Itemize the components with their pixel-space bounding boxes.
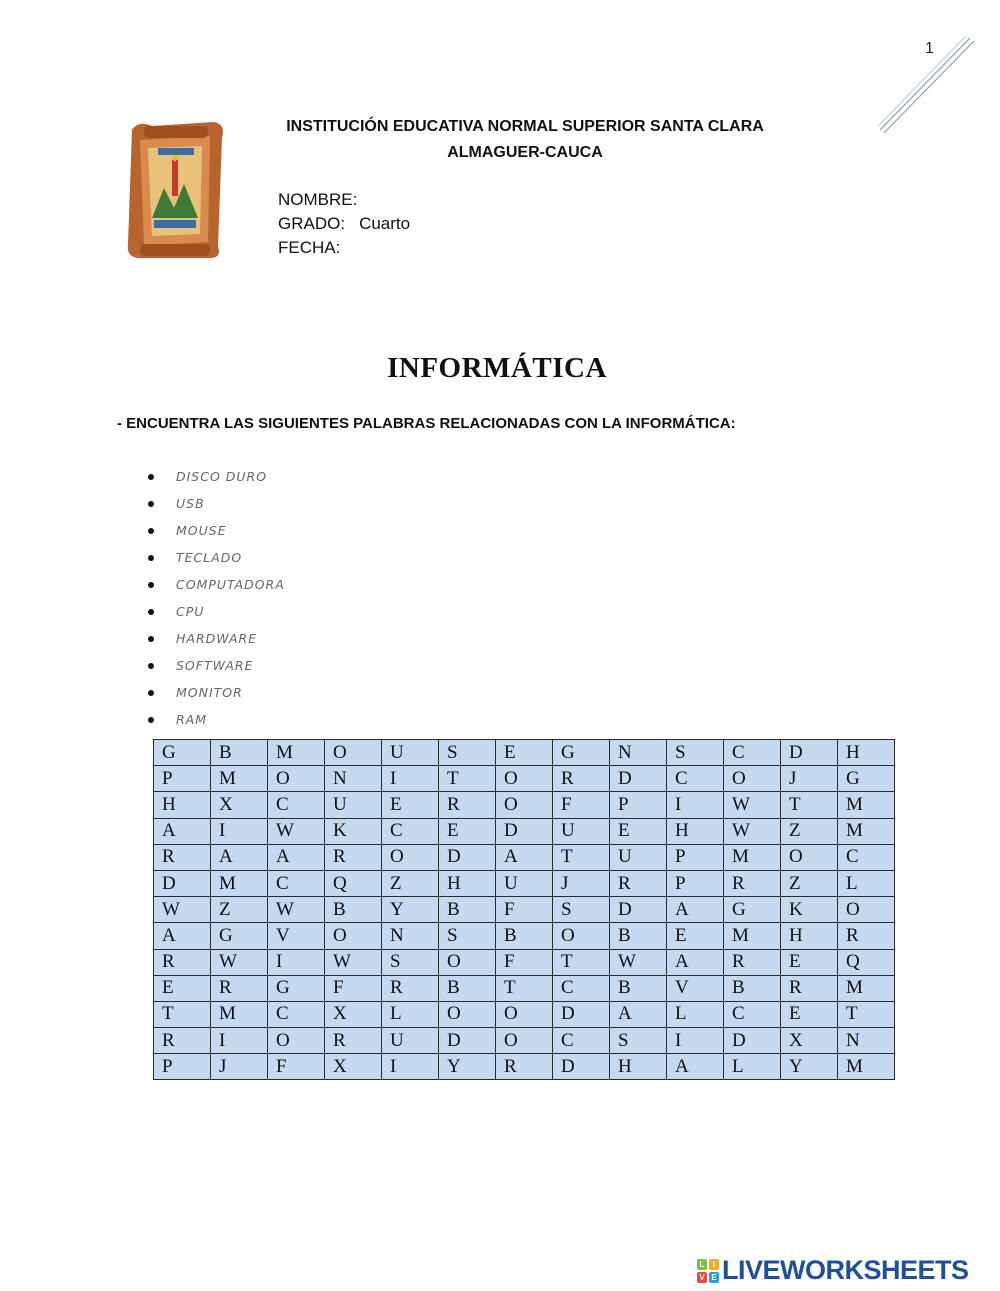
grid-cell[interactable]: X — [211, 792, 268, 818]
grid-cell[interactable]: I — [211, 818, 268, 844]
grid-cell[interactable]: Y — [382, 897, 439, 923]
word-list-text: COMPUTADORA — [176, 576, 285, 592]
bullet-icon — [148, 690, 154, 696]
grid-cell[interactable]: M — [211, 766, 268, 792]
grid-cell[interactable]: H — [667, 818, 724, 844]
grid-cell[interactable]: P — [667, 870, 724, 896]
grid-cell[interactable]: I — [667, 792, 724, 818]
grid-cell[interactable]: O — [325, 740, 382, 766]
bullet-icon — [148, 717, 154, 723]
grid-cell[interactable]: O — [325, 923, 382, 949]
grid-cell[interactable]: I — [268, 949, 325, 975]
liveworksheets-text: LIVEWORKSHEETS — [722, 1255, 969, 1285]
grid-cell[interactable]: Y — [781, 1054, 838, 1080]
grid-cell[interactable]: O — [496, 1028, 553, 1054]
grid-cell[interactable]: V — [667, 975, 724, 1001]
grid-cell[interactable]: D — [724, 1028, 781, 1054]
grid-cell[interactable]: H — [439, 870, 496, 896]
bullet-icon — [148, 609, 154, 615]
institution-name: INSTITUCIÓN EDUCATIVA NORMAL SUPERIOR SANTA CLARA — [286, 118, 764, 135]
word-list-item — [148, 544, 285, 571]
grid-cell[interactable]: B — [211, 740, 268, 766]
grid-row — [154, 766, 895, 792]
grid-cell[interactable]: B — [439, 975, 496, 1001]
grid-cell[interactable]: Y — [439, 1054, 496, 1080]
grid-cell[interactable]: A — [268, 844, 325, 870]
grid-cell[interactable]: X — [325, 1054, 382, 1080]
grid-cell[interactable]: M — [724, 844, 781, 870]
nombre-field — [278, 190, 371, 210]
grid-cell[interactable]: H — [154, 792, 211, 818]
grid-cell[interactable]: F — [496, 897, 553, 923]
grid-cell[interactable]: N — [325, 766, 382, 792]
word-list-item — [148, 490, 285, 517]
grid-cell[interactable]: N — [382, 923, 439, 949]
grid-cell[interactable]: S — [667, 740, 724, 766]
grid-cell[interactable]: T — [439, 766, 496, 792]
grid-cell[interactable]: R — [781, 975, 838, 1001]
grid-cell[interactable]: O — [496, 1001, 553, 1027]
school-crest-logo — [118, 118, 230, 262]
grid-cell[interactable]: D — [553, 1001, 610, 1027]
grid-cell[interactable]: Z — [211, 897, 268, 923]
grid-cell[interactable]: C — [553, 975, 610, 1001]
word-list-item — [148, 571, 285, 598]
grid-cell[interactable]: G — [838, 766, 895, 792]
grid-row — [154, 949, 895, 975]
grid-row — [154, 897, 895, 923]
grid-cell[interactable]: P — [154, 1054, 211, 1080]
grid-cell[interactable]: M — [724, 923, 781, 949]
grid-cell[interactable]: G — [553, 740, 610, 766]
grid-cell[interactable]: L — [382, 1001, 439, 1027]
grid-cell[interactable]: V — [268, 923, 325, 949]
grid-cell[interactable]: A — [154, 923, 211, 949]
grid-cell[interactable]: W — [211, 949, 268, 975]
grid-cell[interactable]: W — [268, 897, 325, 923]
grid-cell[interactable]: C — [382, 818, 439, 844]
grid-cell[interactable]: E — [610, 818, 667, 844]
corner-decoration — [878, 34, 978, 136]
grid-cell[interactable]: U — [553, 818, 610, 844]
word-list — [148, 463, 285, 733]
grid-cell[interactable]: U — [382, 1028, 439, 1054]
grid-cell[interactable]: Z — [781, 818, 838, 844]
grid-cell[interactable]: D — [439, 844, 496, 870]
grid-cell[interactable]: X — [781, 1028, 838, 1054]
grid-cell[interactable]: H — [610, 1054, 667, 1080]
grid-row — [154, 1054, 895, 1080]
grid-cell[interactable]: N — [838, 1028, 895, 1054]
grid-cell[interactable]: E — [154, 975, 211, 1001]
grid-cell[interactable]: T — [154, 1001, 211, 1027]
grid-cell[interactable]: R — [553, 766, 610, 792]
grid-cell[interactable]: O — [781, 844, 838, 870]
word-list-item — [148, 625, 285, 652]
grid-cell[interactable]: C — [724, 1001, 781, 1027]
page-number: 1 — [925, 40, 934, 57]
liveworksheets-block: L — [697, 1259, 707, 1270]
grid-row — [154, 1001, 895, 1027]
liveworksheets-block: V — [697, 1272, 707, 1283]
grid-cell[interactable]: J — [781, 766, 838, 792]
grid-cell[interactable]: M — [838, 1054, 895, 1080]
nombre-label: NOMBRE: — [278, 190, 358, 209]
grid-row — [154, 1028, 895, 1054]
grid-cell[interactable]: A — [667, 949, 724, 975]
grid-cell[interactable]: D — [781, 740, 838, 766]
word-list-item — [148, 517, 285, 544]
grid-cell[interactable]: I — [382, 766, 439, 792]
word-list-text: DISCO DURO — [176, 468, 268, 484]
grid-cell[interactable]: L — [838, 870, 895, 896]
grid-cell[interactable]: T — [496, 975, 553, 1001]
grid-cell[interactable]: M — [211, 1001, 268, 1027]
grid-cell[interactable]: G — [211, 923, 268, 949]
grid-cell[interactable]: D — [553, 1054, 610, 1080]
grid-cell[interactable]: P — [154, 766, 211, 792]
grid-cell[interactable]: O — [439, 1001, 496, 1027]
grid-cell[interactable]: B — [325, 897, 382, 923]
bullet-icon — [148, 663, 154, 669]
grid-cell[interactable]: M — [838, 818, 895, 844]
grid-row — [154, 870, 895, 896]
grid-cell[interactable]: U — [382, 740, 439, 766]
grid-cell[interactable]: S — [439, 740, 496, 766]
word-list-text: TECLADO — [176, 549, 243, 565]
grid-cell[interactable]: S — [610, 1028, 667, 1054]
grid-cell[interactable]: R — [211, 975, 268, 1001]
grid-cell[interactable]: S — [553, 897, 610, 923]
grid-cell[interactable]: A — [496, 844, 553, 870]
grid-cell[interactable]: S — [382, 949, 439, 975]
grid-cell[interactable]: G — [724, 897, 781, 923]
grid-cell[interactable]: D — [610, 897, 667, 923]
grid-cell[interactable]: E — [496, 740, 553, 766]
liveworksheets-block: I — [709, 1259, 719, 1270]
grid-cell[interactable]: O — [553, 923, 610, 949]
liveworksheets-blocks-icon — [697, 1259, 719, 1283]
word-list-text: MOUSE — [176, 522, 227, 538]
fecha-field — [278, 238, 354, 258]
grid-cell[interactable]: R — [724, 870, 781, 896]
grid-cell[interactable]: P — [610, 792, 667, 818]
grid-cell[interactable]: C — [724, 740, 781, 766]
grid-cell[interactable]: Q — [325, 870, 382, 896]
grid-cell[interactable]: O — [496, 766, 553, 792]
grid-cell[interactable]: C — [268, 792, 325, 818]
word-list-item — [148, 598, 285, 625]
grid-row — [154, 923, 895, 949]
grid-cell[interactable]: B — [610, 975, 667, 1001]
grid-cell[interactable]: I — [211, 1028, 268, 1054]
grid-cell[interactable]: R — [496, 1054, 553, 1080]
grid-cell[interactable]: K — [781, 897, 838, 923]
grid-cell[interactable]: O — [838, 897, 895, 923]
grado-value: Cuarto — [359, 214, 411, 233]
word-list-text: MONITOR — [176, 684, 243, 700]
liveworksheets-block: E — [709, 1272, 719, 1283]
grid-row — [154, 740, 895, 766]
grid-cell[interactable]: T — [553, 844, 610, 870]
institution-city: ALMAGUER-CAUCA — [447, 144, 603, 161]
grid-cell[interactable]: R — [154, 949, 211, 975]
grid-cell[interactable]: E — [667, 923, 724, 949]
grid-cell[interactable]: W — [325, 949, 382, 975]
bullet-icon — [148, 474, 154, 480]
grado-field — [278, 214, 410, 234]
word-list-text: SOFTWARE — [176, 657, 254, 673]
grid-cell[interactable]: C — [838, 844, 895, 870]
grid-cell[interactable]: E — [382, 792, 439, 818]
grid-cell[interactable]: K — [325, 818, 382, 844]
grid-cell[interactable]: W — [268, 818, 325, 844]
grid-cell[interactable]: R — [838, 923, 895, 949]
grid-cell[interactable]: U — [496, 870, 553, 896]
word-list-text: HARDWARE — [176, 630, 258, 646]
word-list-item — [148, 679, 285, 706]
grid-cell[interactable]: T — [838, 1001, 895, 1027]
grid-cell[interactable]: O — [268, 766, 325, 792]
grid-cell[interactable]: C — [268, 1001, 325, 1027]
grid-cell[interactable]: A — [610, 1001, 667, 1027]
grid-cell[interactable]: U — [325, 792, 382, 818]
grid-cell[interactable]: X — [325, 1001, 382, 1027]
grid-cell[interactable]: J — [553, 870, 610, 896]
grado-label: GRADO: — [278, 214, 346, 233]
grid-cell[interactable]: D — [154, 870, 211, 896]
grid-cell[interactable]: A — [667, 897, 724, 923]
liveworksheets-logo — [697, 1255, 969, 1286]
grid-cell[interactable]: Z — [382, 870, 439, 896]
grid-cell[interactable]: G — [154, 740, 211, 766]
grid-cell[interactable]: D — [496, 818, 553, 844]
grid-cell[interactable]: W — [610, 949, 667, 975]
grid-cell[interactable]: A — [667, 1054, 724, 1080]
grid-cell[interactable]: L — [724, 1054, 781, 1080]
grid-cell[interactable]: D — [439, 1028, 496, 1054]
grid-cell[interactable]: U — [610, 844, 667, 870]
grid-cell[interactable]: H — [781, 923, 838, 949]
grid-cell[interactable]: D — [610, 766, 667, 792]
grid-cell[interactable]: P — [667, 844, 724, 870]
grid-cell[interactable]: C — [667, 766, 724, 792]
bullet-icon — [148, 555, 154, 561]
bullet-icon — [148, 582, 154, 588]
grid-cell[interactable]: M — [268, 740, 325, 766]
grid-row — [154, 975, 895, 1001]
grid-row — [154, 792, 895, 818]
page-title: INFORMÁTICA — [387, 352, 607, 384]
bullet-icon — [148, 636, 154, 642]
bullet-icon — [148, 528, 154, 534]
grid-cell[interactable]: E — [781, 1001, 838, 1027]
grid-cell[interactable]: B — [724, 975, 781, 1001]
grid-cell[interactable]: T — [781, 792, 838, 818]
word-list-item — [148, 463, 285, 490]
grid-cell[interactable]: R — [610, 870, 667, 896]
word-list-text: CPU — [176, 603, 205, 619]
grid-cell[interactable]: R — [439, 792, 496, 818]
grid-cell[interactable]: R — [154, 1028, 211, 1054]
grid-cell[interactable]: M — [211, 870, 268, 896]
grid-cell[interactable]: B — [610, 923, 667, 949]
grid-cell[interactable]: H — [838, 740, 895, 766]
instruction-text: - ENCUENTRA LAS SIGUIENTES PALABRAS RELACIONADAS CON LA INFORMÁTICA: — [117, 415, 736, 432]
grid-cell[interactable]: C — [268, 870, 325, 896]
grid-cell[interactable]: J — [211, 1054, 268, 1080]
grid-row — [154, 844, 895, 870]
grid-cell[interactable]: F — [325, 975, 382, 1001]
grid-cell[interactable]: L — [667, 1001, 724, 1027]
grid-cell[interactable]: B — [496, 923, 553, 949]
grid-cell[interactable]: F — [268, 1054, 325, 1080]
grid-cell[interactable]: N — [610, 740, 667, 766]
grid-row — [154, 818, 895, 844]
word-list-text: USB — [176, 495, 205, 511]
grid-cell[interactable]: I — [667, 1028, 724, 1054]
grid-cell[interactable]: T — [553, 949, 610, 975]
grid-cell[interactable]: R — [154, 844, 211, 870]
word-list-text: RAM — [176, 711, 208, 727]
word-list-item — [148, 706, 285, 733]
grid-cell[interactable]: M — [838, 792, 895, 818]
grid-cell[interactable]: M — [838, 975, 895, 1001]
grid-cell[interactable]: I — [382, 1054, 439, 1080]
grid-cell[interactable]: A — [154, 818, 211, 844]
grid-cell[interactable]: O — [439, 949, 496, 975]
word-search-grid — [153, 739, 895, 1080]
grid-cell[interactable]: E — [781, 949, 838, 975]
grid-cell[interactable]: O — [724, 766, 781, 792]
fecha-label: FECHA: — [278, 238, 341, 257]
grid-cell[interactable]: S — [439, 923, 496, 949]
grid-cell[interactable]: B — [439, 897, 496, 923]
word-list-item — [148, 652, 285, 679]
grid-cell[interactable]: R — [325, 1028, 382, 1054]
grid-cell[interactable]: F — [553, 792, 610, 818]
grid-cell[interactable]: W — [154, 897, 211, 923]
grid-cell[interactable]: G — [268, 975, 325, 1001]
grid-cell[interactable]: O — [382, 844, 439, 870]
grid-cell[interactable]: W — [724, 792, 781, 818]
bullet-icon — [148, 501, 154, 507]
grid-cell[interactable]: C — [553, 1028, 610, 1054]
grid-cell[interactable]: O — [496, 792, 553, 818]
grid-cell[interactable]: Z — [781, 870, 838, 896]
grid-cell[interactable]: O — [268, 1028, 325, 1054]
grid-cell[interactable]: R — [382, 975, 439, 1001]
grid-cell[interactable]: Q — [838, 949, 895, 975]
grid-cell[interactable]: A — [211, 844, 268, 870]
grid-cell[interactable]: E — [439, 818, 496, 844]
grid-cell[interactable]: R — [724, 949, 781, 975]
grid-cell[interactable]: W — [724, 818, 781, 844]
grid-cell[interactable]: R — [325, 844, 382, 870]
grid-cell[interactable]: F — [496, 949, 553, 975]
